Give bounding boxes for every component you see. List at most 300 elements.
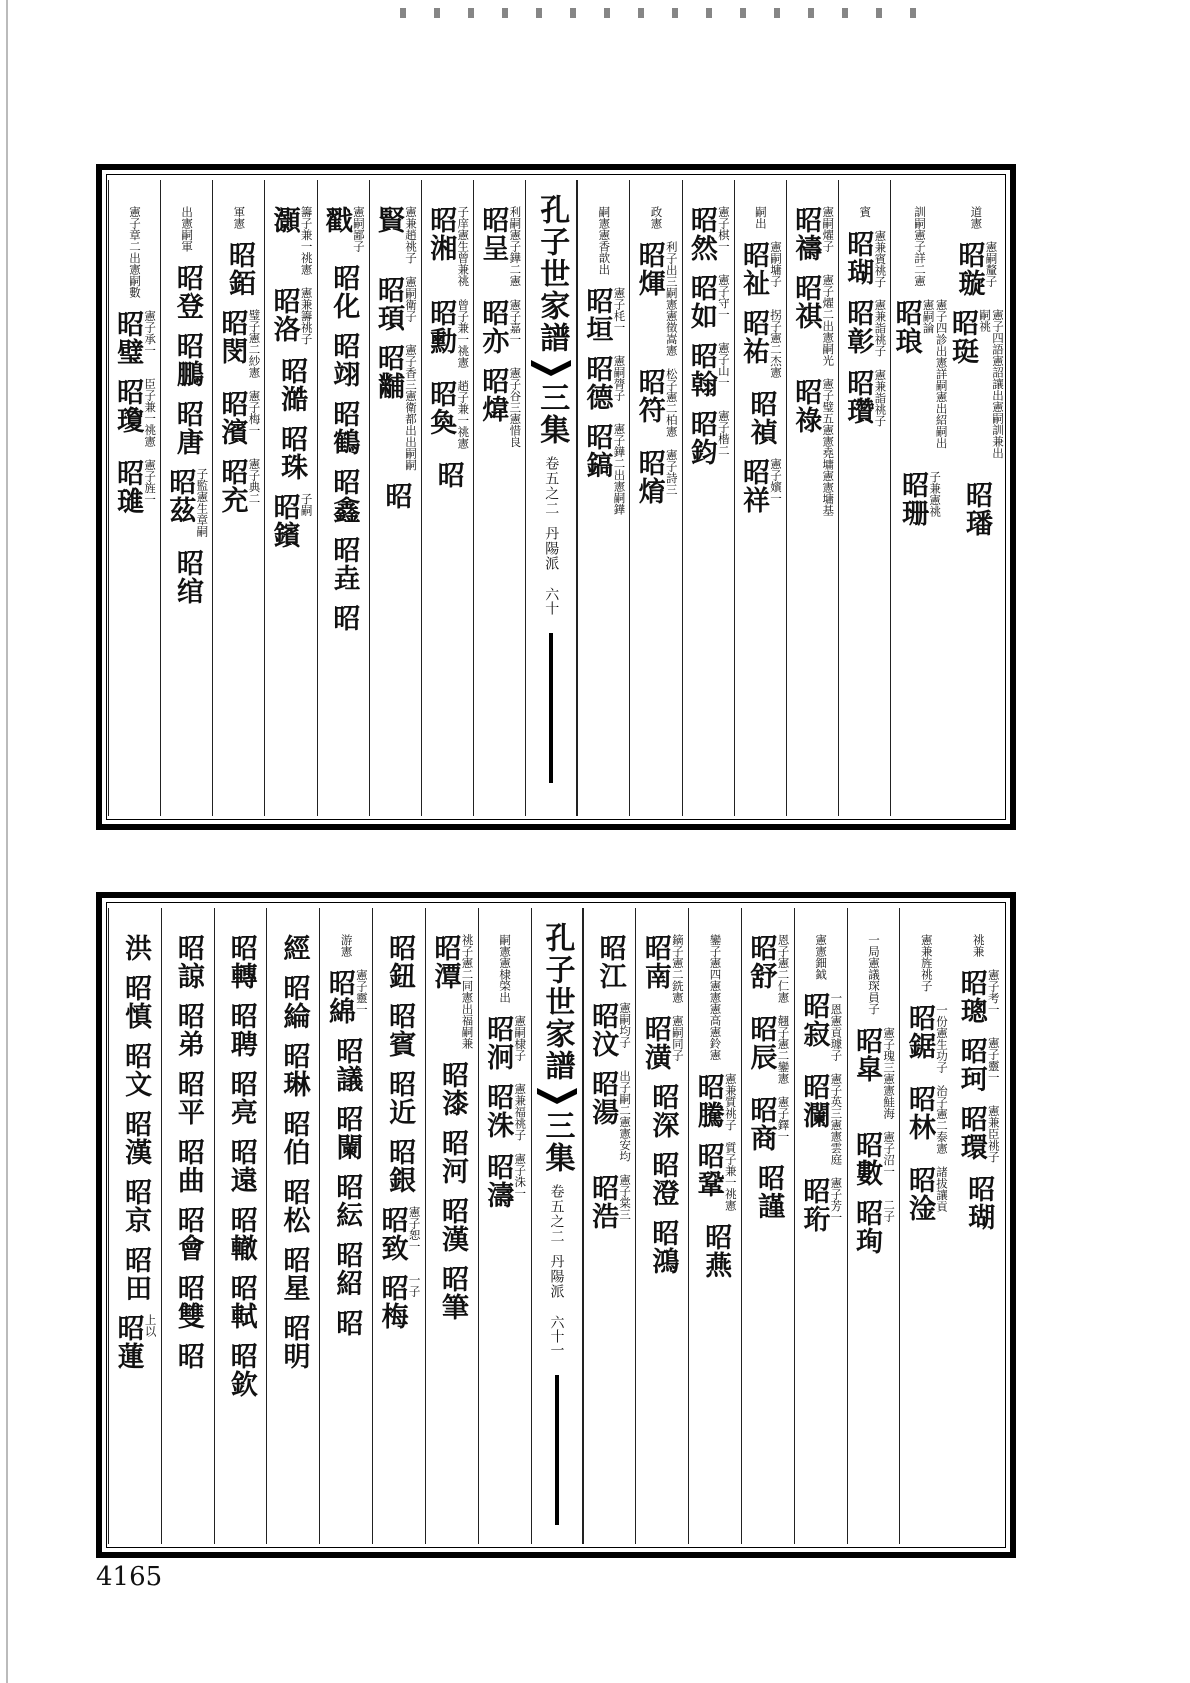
person-name: 昭如 [685, 274, 717, 330]
person-entry [278, 1110, 310, 1166]
book-title: 孔子世家譜 [534, 194, 570, 354]
person-entry [384, 1002, 416, 1058]
branch-label: 丹陽派 [548, 1254, 565, 1299]
person-entry [113, 1314, 156, 1370]
person-entry [120, 1042, 152, 1098]
person-name: 昭禱 [790, 206, 822, 262]
person-entry [739, 458, 782, 514]
person-note: 憲兼趙祧子 [404, 206, 419, 264]
person-name: 昭澔 [276, 356, 308, 413]
person-name: 昭鈕 [384, 934, 416, 990]
person-name: 昭雙 [172, 1274, 204, 1330]
genealogy-column [212, 180, 264, 816]
person-name: 昭遠 [225, 1138, 257, 1194]
person-name: 昭蓮 [112, 1314, 144, 1370]
person-note: 憲子梅一 [247, 390, 262, 436]
person-name: 灝 [268, 206, 300, 234]
person-entry [384, 1070, 416, 1126]
person-name: 昭寂 [798, 992, 830, 1048]
gutter-bar [555, 1375, 559, 1525]
person-entry [426, 206, 469, 287]
person-name: 昭商 [745, 1096, 777, 1152]
person-entry [113, 378, 156, 447]
person-entry [225, 1070, 257, 1126]
person-note: 憲子英三憲憲雲庭 [829, 1073, 844, 1165]
person-entry [165, 468, 208, 537]
person-entry [328, 264, 360, 320]
entry-note: 鑾子憲四憲憲憲高憲鈴憲 [708, 934, 723, 1061]
person-name: 昭弟 [172, 1002, 204, 1058]
person-name: 昭珊 [897, 470, 929, 527]
person-name: 昭亦 [477, 298, 509, 355]
person-name: 昭江 [594, 934, 626, 990]
person-entry [588, 1070, 631, 1162]
person-name: 昭松 [278, 1178, 310, 1234]
person-entry [438, 1197, 466, 1253]
person-name: 昭漆 [436, 1061, 468, 1117]
person-name: 昭垚 [328, 536, 360, 592]
person-name: 昭平 [172, 1070, 204, 1126]
person-name: 昭璠 [961, 481, 992, 537]
person-entry [438, 1061, 466, 1117]
person-entry [217, 458, 260, 514]
person-entry [171, 264, 203, 320]
person-entry [582, 287, 625, 343]
person-entry [384, 1138, 416, 1194]
person-note: 憲子山一 [716, 342, 731, 388]
person-name: 昭文 [120, 1042, 152, 1098]
person-name: 昭瓊 [112, 378, 144, 434]
person-name: 昭湯 [587, 1070, 619, 1126]
person-name: 昭符 [633, 368, 665, 424]
person-name: 昭議 [331, 1037, 363, 1093]
person-note: 諸拔讓貢 [934, 1165, 949, 1212]
genealogy-column [214, 908, 267, 1544]
person-name: 昭燕 [700, 1223, 732, 1279]
person-name: 昭慎 [120, 974, 152, 1030]
entry-note: 政憲 [649, 206, 664, 229]
person-name: 昭致 [376, 1206, 408, 1262]
person-note: 憲子鏵二出憲嗣鏵 [612, 423, 627, 515]
person-name: 昭然 [685, 206, 717, 262]
person-entry [331, 1037, 363, 1093]
person-entry [322, 206, 365, 252]
person-name: 昭 [328, 604, 360, 632]
person-note: 憲子守一 [716, 274, 731, 320]
genealogy-column [838, 180, 890, 816]
genealogy-column [317, 180, 369, 816]
person-entry [225, 1138, 257, 1194]
person-entry [217, 390, 260, 446]
person-note: 一恩憲貢璩子 [829, 992, 844, 1061]
person-note: 憲嗣釐子 [984, 241, 999, 287]
person-entry [331, 1173, 363, 1229]
person-note: 憲子燿二出憲嗣光 [821, 274, 836, 366]
person-entry [278, 1246, 310, 1302]
person-name: 昭鑌 [268, 492, 300, 549]
entry-note: 嗣憲憲棣棨出 [498, 934, 513, 1003]
person-entry [948, 309, 1004, 469]
person-name: 昭濤 [482, 1152, 514, 1209]
person-entry [954, 241, 997, 297]
genealogy-column [635, 908, 688, 1544]
person-name: 昭洙 [482, 1083, 514, 1139]
person-note: 子嗣 [299, 492, 314, 516]
person-entry [278, 974, 310, 1030]
person-name: 昭京 [120, 1178, 152, 1234]
fish-tail-mark-icon [537, 1088, 577, 1104]
person-entry [843, 230, 886, 288]
person-name: 昭辰 [745, 1015, 777, 1071]
entry-note: 道憲 [969, 206, 984, 229]
person-note: 憲兼質祧子 [723, 1072, 738, 1130]
person-note: 拐子憲二杰憲 [769, 309, 784, 378]
person-entry [852, 1027, 895, 1119]
person-name: 昭瑚 [842, 229, 874, 286]
person-name: 昭彰 [842, 299, 874, 355]
person-note: 籌子兼一祧憲 [299, 206, 314, 275]
person-note: 憲子枆一 [612, 287, 627, 333]
person-name: 昭祉 [738, 241, 770, 297]
person-entry [478, 206, 521, 287]
person-name: 昭珂 [955, 1037, 987, 1093]
person-entry [791, 378, 834, 516]
person-name: 昭汶 [587, 1002, 619, 1058]
person-entry [746, 934, 789, 1003]
person-note: 憲子四診出憲詳嗣憲出紹嗣出憲嗣論 [921, 298, 949, 448]
person-entry [120, 934, 152, 962]
person-entry [278, 1314, 310, 1370]
entry-note: 憲子章二出憲嗣數 [127, 206, 142, 298]
book-title: 孔子世家譜 [539, 922, 575, 1082]
person-entry [328, 400, 360, 456]
person-entry [331, 1309, 363, 1337]
person-name: 昭銆 [224, 241, 255, 297]
person-entry [328, 604, 360, 632]
person-entry [328, 332, 360, 388]
panel-columns [108, 180, 1004, 816]
genealogy-column [794, 908, 847, 1544]
person-name: 昭諒 [172, 934, 204, 990]
person-name: 昭南 [639, 934, 671, 990]
person-name: 昭伯 [278, 1110, 310, 1166]
person-note: 憲子谷三憲惜良 [508, 366, 523, 447]
person-name: 昭泂 [482, 1015, 514, 1071]
entry-note: 祧兼 [971, 934, 986, 957]
person-note: 憲兼福祧子 [513, 1083, 528, 1141]
entry-note: 賓 [858, 206, 873, 218]
person-name: 昭珠 [276, 424, 308, 481]
person-note: 憲子承一 [143, 310, 158, 356]
person-name: 昭會 [172, 1206, 204, 1262]
person-note: 治子憲二泰憲 [934, 1084, 949, 1154]
person-name: 昭瀾 [798, 1073, 830, 1129]
person-name: 昭濱 [216, 390, 248, 446]
person-name: 昭奐 [425, 379, 457, 436]
person-entry [647, 1151, 679, 1207]
person-entry [374, 206, 417, 264]
person-name: 昭煒 [477, 366, 509, 423]
person-name: 昭潢 [639, 1015, 671, 1071]
person-entry [438, 1265, 466, 1321]
person-note: 憲子考一 [986, 969, 1001, 1015]
person-entry [269, 287, 312, 345]
person-note: 松子憲二柏憲 [664, 368, 679, 437]
person-entry [956, 1105, 999, 1163]
person-name: 昭澄 [647, 1151, 679, 1207]
genealogy-column [369, 180, 421, 816]
person-entry [641, 934, 684, 1003]
person-entry [843, 299, 886, 357]
person-name: 昭洛 [268, 287, 300, 343]
person-name: 昭軾 [225, 1274, 257, 1330]
person-entry [634, 368, 677, 437]
person-entry [693, 1142, 736, 1211]
person-entry [278, 1178, 310, 1234]
person-entry [174, 1138, 202, 1194]
person-name: 昭鞏 [692, 1142, 724, 1198]
genealogy-column [425, 908, 478, 1544]
entry-note: 嗣出 [753, 206, 768, 229]
person-note: 曾子兼一祧憲 [456, 298, 471, 368]
person-entry [432, 460, 464, 489]
person-name: 昭騰 [692, 1072, 724, 1129]
person-note: 憲嗣棣子 [513, 1015, 528, 1061]
person-note: 憲子香三憲衛都出出嗣嗣 [404, 343, 419, 470]
person-entry [120, 1178, 152, 1234]
person-name: 昭筆 [436, 1265, 468, 1321]
person-note: 憲兼籌祧子 [299, 287, 314, 345]
person-note: 子監憲生章嗣 [195, 468, 210, 537]
volume-label: 三集 [539, 1110, 575, 1174]
genealogy-column [473, 180, 525, 816]
person-name: 昭珩 [798, 1177, 830, 1233]
section-label: 卷五之二 [543, 456, 560, 516]
person-name: 昭璁 [955, 969, 987, 1025]
person-name: 昭祐 [738, 309, 770, 365]
genealogy-column [786, 180, 838, 816]
entry-note: 一局憲議琛員子 [866, 934, 881, 1015]
person-entry [687, 206, 730, 262]
person-entry [438, 1129, 466, 1185]
person-entry [374, 344, 417, 471]
person-entry [634, 241, 677, 356]
person-note: 質子兼一祧憲 [723, 1142, 738, 1211]
person-name: 昭明 [278, 1314, 310, 1370]
person-note: 上以 [143, 1314, 158, 1337]
genealogy-column [161, 908, 214, 1544]
person-entry [174, 1070, 202, 1126]
person-entry [700, 1223, 732, 1279]
person-entry [171, 400, 203, 456]
volume-label: 三集 [534, 382, 570, 446]
person-entry [171, 332, 203, 388]
person-note: 憲子沼一 [882, 1130, 897, 1177]
person-entry [852, 1199, 895, 1255]
person-note: 憲子靈一 [354, 969, 369, 1015]
person-name: 昭紹 [331, 1241, 363, 1297]
person-entry [276, 356, 308, 413]
person-entry [647, 1083, 679, 1139]
person-name: 昭林 [903, 1084, 935, 1141]
person-name: 昭煇 [633, 241, 665, 297]
person-name: 經 [278, 934, 310, 962]
person-name: 昭闌 [331, 1105, 363, 1161]
person-entry [374, 276, 417, 332]
entry-note: 軍憲 [232, 206, 247, 229]
person-entry [174, 1274, 202, 1330]
entry-note: 憲憲鈿鉞 [814, 934, 829, 980]
genealogy-column [264, 180, 316, 816]
person-name: 昭 [432, 460, 464, 489]
person-entry [120, 974, 152, 1030]
person-name: 昭漢 [436, 1197, 468, 1253]
person-note: 憲子棠三 [618, 1174, 633, 1220]
entry-note: 訓嗣憲子詳二憲 [912, 206, 927, 287]
person-note: 憲兼詣祧子 [873, 368, 888, 426]
person-note: 憲子典二 [247, 458, 262, 504]
person-entry [174, 1206, 202, 1262]
fish-tail-mark-icon [531, 360, 571, 376]
person-name: 昭鈞 [685, 410, 717, 466]
person-name: 昭翊 [328, 332, 360, 388]
person-name: 昭 [172, 1342, 204, 1370]
person-entry [331, 1105, 363, 1161]
person-name: 昭焴 [633, 449, 665, 505]
page-edge-rule [6, 0, 8, 1683]
person-entry [331, 1241, 363, 1297]
person-note: 一份憲生功子 [934, 1003, 949, 1073]
person-entry [278, 1042, 310, 1098]
person-name: 昭謹 [753, 1164, 785, 1220]
person-entry [483, 1083, 526, 1141]
person-name: 昭璧 [112, 310, 144, 366]
person-note: 憲子恕一 [407, 1206, 422, 1252]
person-entry [225, 934, 257, 990]
person-entry [380, 482, 412, 510]
person-entry [956, 969, 999, 1025]
person-name: 昭皐 [851, 1026, 883, 1083]
genealogy-column [948, 180, 1004, 816]
entry-note: 出憲嗣軍 [180, 206, 195, 252]
person-note: 祧子憲二同憲出福嗣兼 [460, 934, 475, 1049]
person-name: 昭梅 [376, 1274, 408, 1330]
folio-number: 六十 [543, 587, 560, 615]
person-entry [641, 1015, 684, 1071]
genealogy-panel-bottom [96, 892, 1016, 1558]
branch-label: 丹陽派 [543, 526, 560, 571]
person-note: 一子 [407, 1274, 422, 1297]
person-entry [113, 310, 156, 366]
person-note: 憲子嬪一 [769, 458, 784, 504]
person-note: 憲子璧五憲憲堯墉憲憲墉基 [821, 378, 836, 516]
person-name: 昭田 [120, 1246, 152, 1302]
person-entry [328, 536, 360, 592]
person-name: 昭鋸 [903, 1003, 935, 1060]
person-name: 昭勳 [425, 298, 457, 355]
person-name: 昭鴻 [647, 1219, 679, 1275]
section-label: 卷五之二 [548, 1184, 565, 1244]
genealogy-column [108, 908, 161, 1544]
genealogy-column [266, 908, 319, 1544]
person-note: 出子嗣二憲憲安均 [618, 1070, 633, 1162]
person-name: 昭绾 [171, 549, 203, 605]
person-name: 昭鶴 [328, 400, 360, 456]
person-name: 昭綸 [278, 974, 310, 1030]
person-name: 昭祥 [738, 458, 770, 514]
person-name: 昭頊 [373, 275, 405, 332]
person-entry [478, 299, 521, 355]
person-entry [791, 206, 834, 262]
person-name: 昭璡 [112, 459, 144, 515]
person-name: 昭環 [955, 1105, 987, 1161]
person-note: 二子 [882, 1198, 897, 1222]
person-name: 昭漢 [120, 1110, 152, 1166]
person-note: 憲嗣同子 [670, 1015, 685, 1061]
genealogy-column [583, 908, 636, 1544]
person-entry [324, 969, 367, 1025]
genealogy-column [160, 180, 212, 816]
genealogy-column [847, 908, 900, 1544]
person-entry [174, 1342, 202, 1370]
person-entry [588, 1002, 631, 1058]
person-entry [634, 449, 677, 505]
person-entry [328, 468, 360, 524]
person-name: 昭禎 [745, 390, 777, 446]
person-note: 憲嗣墉子 [769, 241, 784, 287]
person-entry [687, 410, 730, 466]
person-name: 昭 [380, 482, 412, 510]
top-bleed-through [400, 8, 920, 18]
person-entry [799, 1177, 842, 1233]
person-name: 昭星 [278, 1246, 310, 1302]
entry-note: 嗣憲憲香歆出 [597, 206, 612, 275]
person-entry [582, 355, 625, 411]
person-note: 憲兼臣祧子 [986, 1105, 1001, 1163]
person-entry [225, 1274, 257, 1330]
person-entry [905, 1004, 948, 1073]
person-entry [426, 299, 469, 368]
person-name: 昭瑚 [963, 1174, 995, 1231]
person-name: 昭鵬 [171, 332, 203, 388]
person-note: 翹子憲二鑾憲 [776, 1015, 791, 1084]
person-note: 憲嗣膂子 [612, 355, 627, 401]
person-name: 昭曲 [172, 1138, 204, 1194]
person-note: 鏑子憲二銑憲 [670, 934, 685, 1003]
person-name: 昭珣 [851, 1198, 883, 1255]
person-name: 昭垣 [581, 287, 613, 343]
person-name: 昭湘 [425, 206, 457, 262]
person-entry [582, 423, 625, 515]
person-entry [225, 1002, 257, 1058]
genealogy-column [682, 180, 734, 816]
person-name: 昭翰 [685, 342, 717, 398]
person-note: 憲子詩三 [664, 449, 679, 495]
person-entry [898, 471, 941, 527]
person-entry [483, 1153, 526, 1209]
genealogy-column [734, 180, 786, 816]
person-entry [426, 380, 469, 449]
person-entry [905, 1166, 948, 1222]
person-name: 昭珽 [947, 309, 978, 365]
person-name: 昭化 [328, 264, 360, 320]
person-note: 憲子棋一 [716, 206, 731, 252]
person-entry [843, 369, 886, 427]
person-note: 憲子靈一 [986, 1037, 1001, 1083]
person-name: 昭黼 [373, 343, 405, 400]
person-entry [963, 1174, 995, 1231]
genealogy-column [577, 180, 629, 816]
